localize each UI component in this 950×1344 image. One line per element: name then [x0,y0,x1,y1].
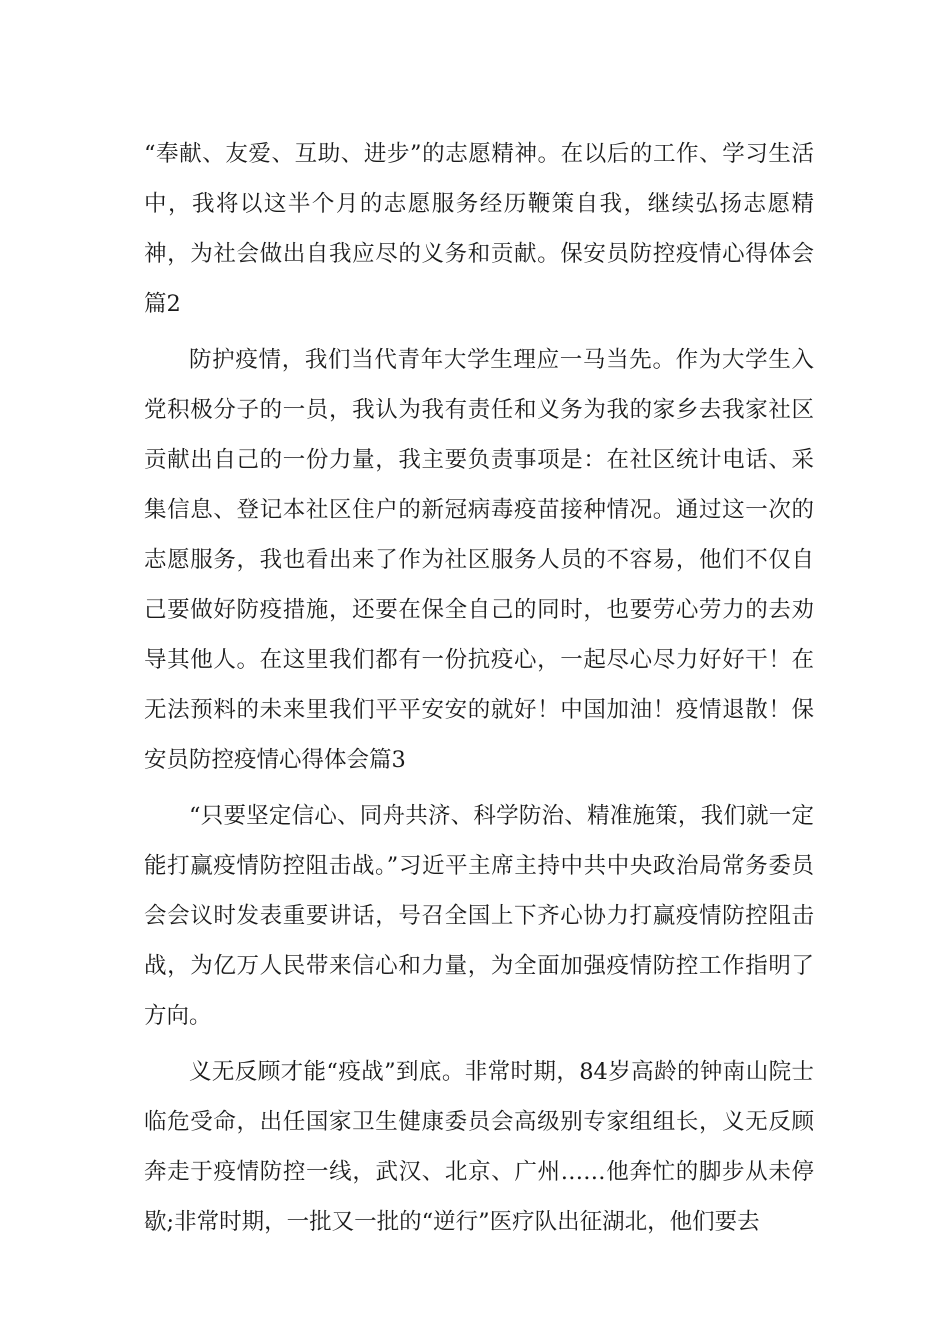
paragraph-3: “只要坚定信心、同舟共济、科学防治、精准施策，我们就一定能打赢疫情防控阻击战。”习近平主席主持中共中央政治局常务委员会会议时发表重要讲话，号召全国上下齐心协力打赢疫情防控阻击战，为亿万人民带来信心和力量，为全面加强疫情防控工作指明了方向。 [144,803,814,1029]
paragraph-1: “奉献、友爱、互助、进步”的志愿精神。在以后的工作、学习生活中，我将以这半个月的志愿服务经历鞭策自我，继续弘扬志愿精神，为社会做出自我应尽的义务和贡献。保安员防控疫情心得体会篇2 [144,141,814,317]
document-body [144,129,814,1247]
paragraph-4: 义无反顾才能“疫战”到底。非常时期，84岁高龄的钟南山院士临危受命，出任国家卫生健康委员会高级别专家组组长，义无反顾奔走于疫情防控一线，武汉、北京、广州……他奔忙的脚步从未停歇;非常时期，一批又一批的“逆行”医疗队出征湖北，他们要去 [144,1059,814,1235]
paragraph-2: 防护疫情，我们当代青年大学生理应一马当先。作为大学生入党积极分子的一员，我认为我有责任和义务为我的家乡去我家社区贡献出自己的一份力量，我主要负责事项是：在社区统计电话、采集信息、登记本社区住户的新冠病毒疫苗接种情况。通过这一次的志愿服务，我也看出来了作为社区服务人员的不容易，他们不仅自己要做好防疫措施，还要在保全自己的同时，也要劳心劳力的去劝导其他人。在这里我们都有一份抗疫心，一起尽心尽力好好干！在无法预料的未来里我们平平安安的就好！中国加油！疫情退散！保安员防控疫情心得体会篇3 [144,347,814,773]
